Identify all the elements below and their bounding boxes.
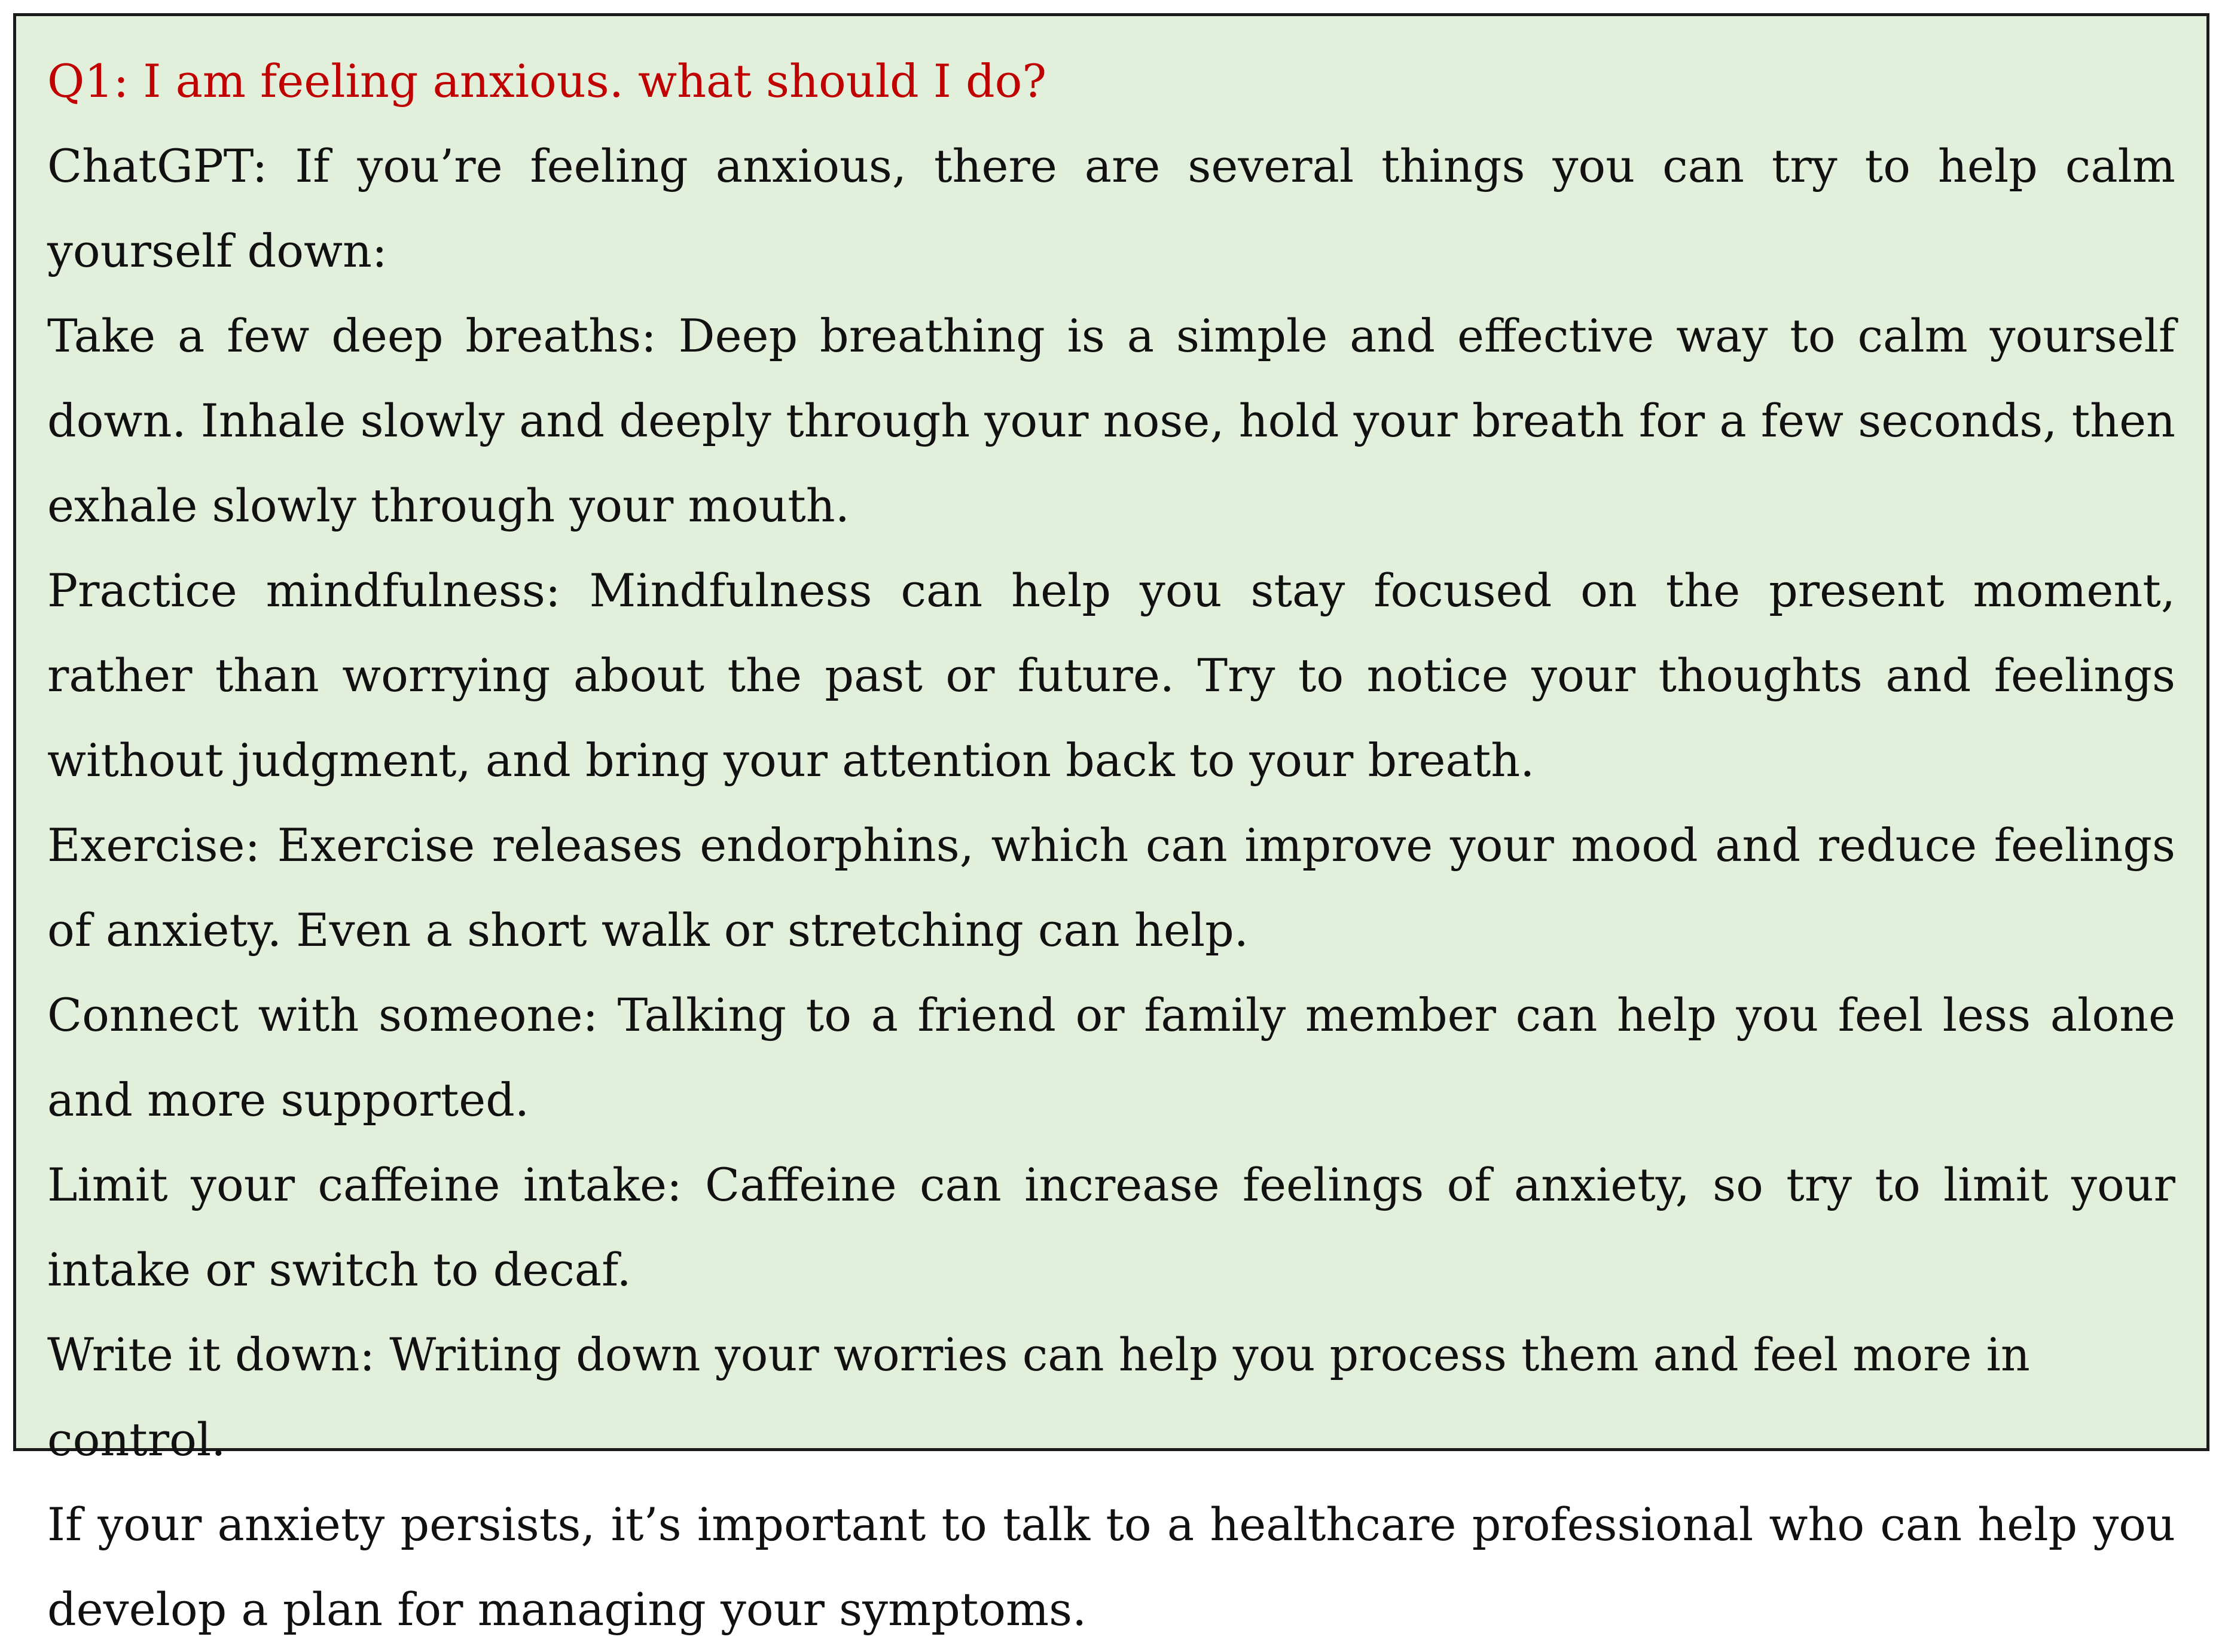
tip-exercise: Exercise: Exercise releases endorphins, which can improve your mood and reduce feelings of anxiety. Even a short walk or stretching can help. bbox=[47, 819, 2175, 957]
closing-advice: If your anxiety persists, it’s important to talk to a healthcare professional who can help you develop a plan for managing your symptoms. bbox=[47, 1498, 2175, 1636]
chat-response-panel bbox=[13, 13, 2209, 1636]
tip-connect: Connect with someone: Talking to a friend or family member can help you feel less alone and more supported. bbox=[47, 988, 2175, 1126]
tip-write-it-down: Write it down: Writing down your worries can help you process them and feel more in control. bbox=[47, 1328, 2030, 1466]
tip-caffeine: Limit your caffeine intake: Caffeine can increase feelings of anxiety, so try to limit your intake or switch to decaf. bbox=[47, 1158, 2175, 1296]
tip-deep-breaths: Take a few deep breaths: Deep breathing is a simple and effective way to calm yourself down. Inhale slowly and deeply through your nose, hold your breath for a few seconds, then exhale slowly through your mouth. bbox=[47, 309, 2175, 532]
question-text: Q1: I am feeling anxious. what should I do? bbox=[47, 54, 1047, 108]
tip-mindfulness: Practice mindfulness: Mindfulness can help you stay focused on the present moment, rather than worrying about the past or future. Try to notice your thoughts and feelings without judgment, and bring your attention back to your breath. bbox=[47, 564, 2175, 787]
chatgpt-intro: ChatGPT: If you’re feeling anxious, there are several things you can try to help calm yourself down: bbox=[47, 139, 2175, 277]
